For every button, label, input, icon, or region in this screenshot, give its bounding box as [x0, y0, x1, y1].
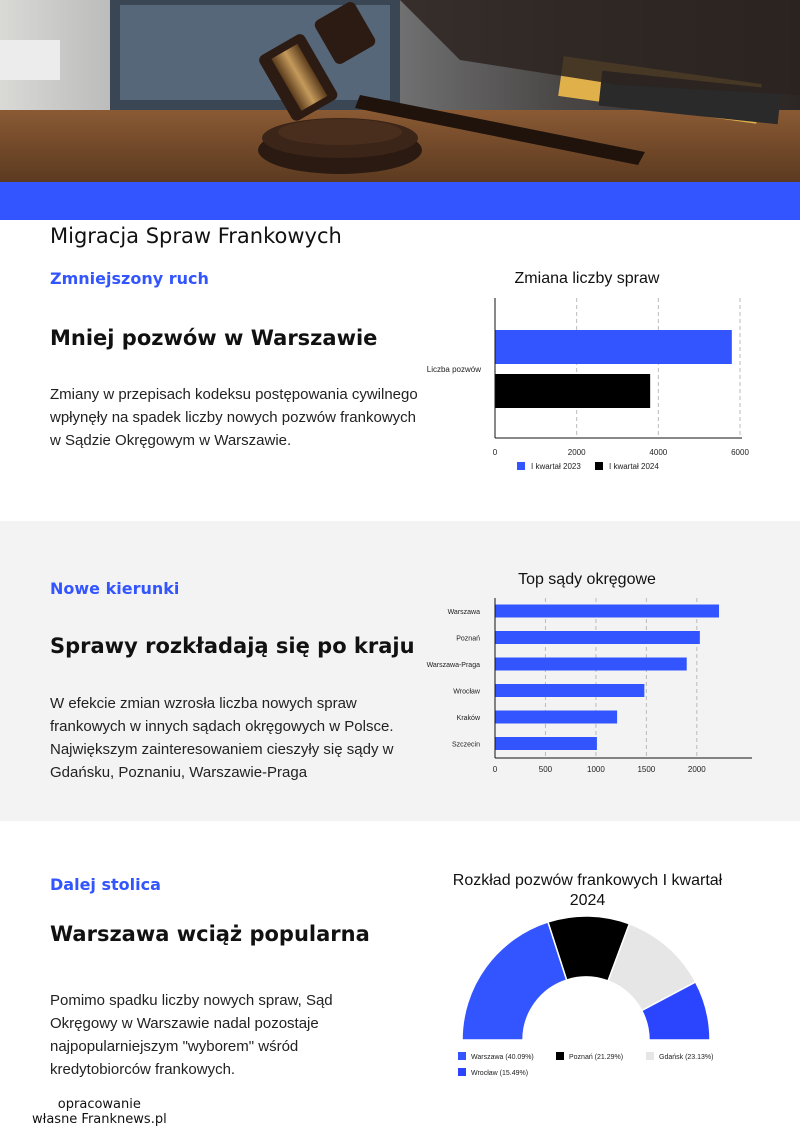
body-line: w Sądzie Okręgowym w Warszawie. [50, 432, 292, 449]
footer-line: opracowanie [57, 1097, 141, 1112]
bar-chart-top-courts [400, 595, 770, 785]
chart-title: Top sądy okręgowe [518, 571, 656, 588]
section-body [50, 692, 394, 784]
legend-swatch [458, 1068, 466, 1076]
bar [495, 631, 700, 644]
body-line: Okręgowy w Warszawie nadal pozostaje [50, 1015, 319, 1032]
bar [495, 737, 597, 750]
legend-swatch [458, 1052, 466, 1060]
chart-title-line: 2024 [569, 892, 606, 909]
body-line: Pomimo spadku liczby nowych spraw, Sąd [50, 992, 333, 1009]
hero-image [0, 0, 800, 182]
y-category-label: Wrocław [453, 688, 480, 696]
section-heading: Warszawa wciąż popularna [50, 922, 370, 946]
x-tick-label: 4000 [649, 448, 668, 457]
legend-label: Poznań (21.29%) [569, 1054, 624, 1061]
legend-swatch [517, 462, 525, 470]
chart-title [435, 871, 740, 911]
y-category-label: Warszawa [447, 609, 480, 616]
footer-line: własne Franknews.pl [32, 1112, 167, 1127]
section-heading: Sprawy rozkładają się po kraju [50, 634, 415, 658]
y-category-label: Liczba pozwów [426, 365, 481, 374]
x-tick-label: 0 [492, 448, 498, 457]
x-tick-label: 1500 [637, 765, 656, 774]
pie-slice [462, 922, 567, 1040]
chart-title: Zmiana liczby spraw [514, 270, 660, 287]
section-body [50, 383, 418, 452]
x-tick-label: 2000 [567, 448, 586, 457]
y-category-label: Poznań [456, 635, 480, 643]
x-tick-label: 1000 [587, 765, 605, 774]
legend-swatch [595, 462, 603, 470]
section-body [50, 989, 333, 1081]
accent-band [0, 182, 800, 220]
footer-source [32, 1097, 167, 1127]
body-line: W efekcie zmian wzrosła liczba nowych spraw [50, 695, 357, 712]
chart-title-line: Rozkład pozwów frankowych I kwartał [452, 872, 723, 889]
gavel-photo-icon [0, 0, 800, 182]
section-kicker: Nowe kierunki [50, 579, 180, 598]
bar-chart-cases-change [420, 290, 770, 485]
body-line: Gdańsku, Poznaniu, Warszawie-Praga [50, 764, 308, 781]
legend-swatch [556, 1052, 564, 1060]
legend-swatch [646, 1052, 654, 1060]
y-category-label: Kraków [456, 715, 480, 722]
body-line: najpopularniejszym "wyborem" wśród [50, 1038, 299, 1055]
bar [495, 374, 650, 408]
x-tick-label: 0 [492, 765, 498, 774]
y-category-label: Warszawa-Praga [426, 662, 480, 669]
x-tick-label: 2000 [687, 765, 706, 774]
bar [495, 684, 644, 697]
section-heading: Mniej pozwów w Warszawie [50, 326, 378, 350]
x-tick-label: 500 [538, 765, 553, 774]
body-line: Największym zainteresowaniem cieszyły się sądy w [50, 741, 394, 758]
legend-label: Gdańsk (23.13%) [659, 1054, 714, 1061]
body-line: wpłynęły na spadek liczby nowych pozwów frankowych [50, 409, 417, 426]
x-tick-label: 6000 [731, 448, 749, 457]
section-kicker: Zmniejszony ruch [50, 269, 209, 288]
page-title: Migracja Spraw Frankowych [50, 224, 342, 248]
bar [495, 605, 719, 618]
half-donut-chart [440, 910, 740, 1080]
body-line: Zmiany w przepisach kodeksu postępowania cywilnego [50, 386, 418, 403]
y-category-label: Szczecin [451, 741, 480, 749]
bar [495, 658, 687, 671]
legend-label: Warszawa (40.09%) [471, 1054, 534, 1061]
legend-label: I kwartał 2024 [609, 462, 659, 471]
bar [495, 711, 617, 724]
body-line: frankowych w innych sądach okręgowych w Polsce. [50, 718, 394, 735]
legend-label: I kwartał 2023 [531, 462, 581, 471]
section-kicker: Dalej stolica [50, 875, 161, 894]
legend-label: Wrocław (15.49%) [471, 1070, 529, 1077]
body-line: kredytobiorców frankowych. [50, 1061, 236, 1078]
bar [495, 330, 732, 364]
